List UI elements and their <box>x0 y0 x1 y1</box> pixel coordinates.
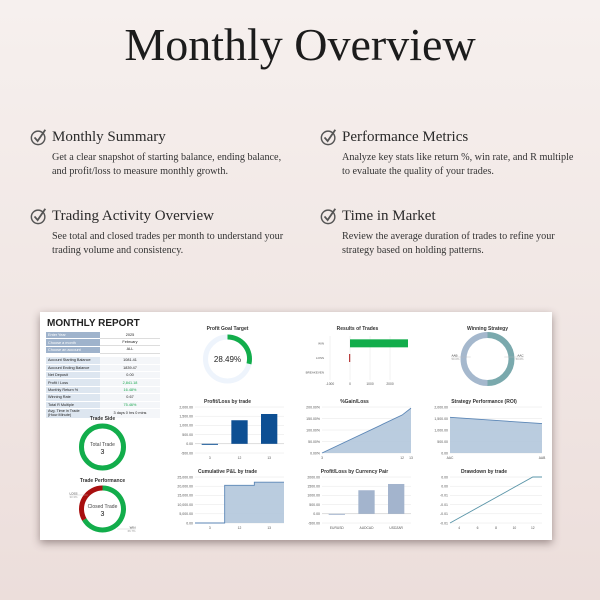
x-tick-label: 13 <box>267 526 272 530</box>
slice-pct: 66.7% <box>127 529 136 533</box>
y-tick-label: 1500.00 <box>307 484 320 489</box>
center-value: 3 <box>100 511 105 518</box>
stat-label: Total R Multiple <box>46 402 100 408</box>
stat-row <box>46 365 160 372</box>
y-tick-label: -0.01 <box>440 521 448 526</box>
y-tick-label: 1,500.00 <box>179 414 193 419</box>
chart-perf <box>45 474 160 538</box>
y-tick-label: 0.00 <box>441 451 448 456</box>
x-tick-label: AAC <box>446 456 454 460</box>
y-tick-label: 0.00% <box>310 451 320 456</box>
stat-label: Profit / Loss <box>46 379 100 385</box>
y-tick-label: 1000.00 <box>307 493 320 498</box>
x-tick-label: 0 <box>349 382 351 386</box>
feature-trading-activity <box>30 207 290 257</box>
stat-row <box>46 394 160 401</box>
area-fill <box>195 482 284 523</box>
center-value: 3 <box>100 449 105 456</box>
bar-eurusd <box>329 514 345 515</box>
check-circle-icon <box>30 128 48 146</box>
bar-12 <box>231 420 247 444</box>
y-tick-label: 10,000.00 <box>177 502 193 507</box>
center-label: Total Trade <box>90 442 115 448</box>
y-tick-label: 2,000.00 <box>179 405 193 410</box>
x-tick-label: AAB <box>538 456 546 460</box>
select-value[interactable]: 2025 <box>100 332 160 339</box>
category-label: BREAKEVEN <box>305 370 324 375</box>
chart-title: %Gain/Loss <box>340 399 369 405</box>
chart-goal <box>170 322 285 390</box>
x-tick-label: EURUSD <box>329 526 344 530</box>
chart-title: Trade Performance <box>79 478 126 484</box>
x-tick-label: 3 <box>321 456 323 460</box>
chart-title: Profit/Loss by trade <box>204 399 251 405</box>
y-tick-label: 2,000.00 <box>434 405 448 410</box>
check-circle-icon <box>320 207 338 225</box>
y-tick-label: 1,000.00 <box>179 423 193 428</box>
select-label: Enter Year <box>46 332 100 338</box>
stat-row <box>46 357 160 364</box>
bar-3 <box>202 444 218 445</box>
check-circle-icon <box>30 207 48 225</box>
stat-row <box>46 387 160 394</box>
chart-title: Cumulative P&L by trade <box>197 469 258 475</box>
y-tick-label: 25,000.00 <box>177 475 193 480</box>
slice-label: AAB <box>451 353 458 358</box>
y-tick-label: 200.00% <box>306 405 320 410</box>
feature-text: Review the average duration of trades to refine your strategy based on holding patterns. <box>342 231 555 256</box>
y-tick-label: 2000.00 <box>307 475 320 480</box>
select-label: Choose an account <box>46 347 100 353</box>
slice-aab <box>464 335 488 383</box>
x-tick-label: 8 <box>495 526 497 530</box>
chart-title: Results of Trades <box>336 326 379 332</box>
chart-drawdown <box>420 465 548 533</box>
chart-results <box>290 322 425 390</box>
x-tick-label: AUDCAD <box>359 526 374 530</box>
category-label: LOSS <box>315 356 324 360</box>
y-tick-label: -0.01 <box>440 493 448 498</box>
select-value[interactable]: February <box>100 339 160 346</box>
chart-title: Trade Side <box>89 416 116 422</box>
y-tick-label: 500.00 <box>182 432 193 437</box>
page-title: Monthly Overview <box>124 19 476 70</box>
chart-pair <box>292 465 417 533</box>
y-tick-label: 500.00 <box>309 502 320 507</box>
stat-value: 16.48% <box>100 387 160 393</box>
bar-win <box>350 339 408 347</box>
category-label: WIN <box>318 341 324 346</box>
chart-title: Drawdown by trade <box>460 469 508 475</box>
series-line <box>450 477 542 523</box>
y-tick-label: 0.00 <box>441 484 448 489</box>
chart-pl_trade <box>165 395 290 463</box>
stat-value: 0.67 <box>100 394 160 400</box>
x-tick-label: USDZAR <box>389 526 403 530</box>
stat-value: 1839.47 <box>100 365 160 371</box>
feature-time-in-market <box>320 207 580 257</box>
y-tick-label: 0.00 <box>441 475 448 480</box>
x-tick-label: 1000 <box>366 382 374 386</box>
feature-heading: Time in Market <box>342 208 436 224</box>
chart-title: Profit/Loss by Currency Pair <box>320 469 389 475</box>
chart-title: Strategy Performance (ROI) <box>451 399 517 405</box>
feature-heading: Trading Activity Overview <box>52 208 214 224</box>
select-label: Choose a month <box>46 339 100 345</box>
y-tick-label: 0.00 <box>186 442 193 447</box>
x-tick-label: -1000 <box>325 382 335 386</box>
stat-label: Avg. Time in Trade (Hour:Minute) <box>46 409 100 418</box>
slice-pct: 50.0% <box>451 357 460 361</box>
slice-pct: 33.3% <box>69 495 78 499</box>
y-tick-label: 100.00% <box>306 428 320 433</box>
account-select[interactable] <box>46 347 160 354</box>
y-tick-label: 0.00 <box>186 521 193 526</box>
feature-text: See total and closed trades per month to understand your trading volume and consistency. <box>52 231 284 256</box>
stat-value: 3 days 0 hrs 0 mins <box>100 409 160 418</box>
y-tick-label: 1,500.00 <box>434 416 448 421</box>
chart-strategy <box>430 322 545 390</box>
slice-label: LOSS <box>69 491 78 496</box>
y-tick-label: -0.01 <box>440 512 448 517</box>
y-tick-label: 20,000.00 <box>177 484 193 489</box>
bar-loss <box>349 354 350 362</box>
chart-cum <box>165 465 290 533</box>
feature-heading: Monthly Summary <box>52 129 166 145</box>
feature-heading: Performance Metrics <box>342 129 469 145</box>
chart-gain <box>292 395 417 463</box>
report-title: MONTHLY REPORT <box>47 318 140 329</box>
feature-monthly-summary <box>30 128 290 178</box>
slice-label: WIN <box>129 525 136 530</box>
y-tick-label: 500.00 <box>437 439 448 444</box>
x-tick-label: 13 <box>267 456 272 460</box>
stat-label: Monthly Return % <box>46 387 100 393</box>
stat-row <box>46 372 160 379</box>
stat-value: 75.46% <box>100 402 160 408</box>
x-tick-label: 6 <box>476 526 479 530</box>
y-tick-label: -500.00 <box>308 521 320 526</box>
stat-row <box>46 402 160 409</box>
x-tick-label: 2000 <box>386 382 394 386</box>
y-tick-label: 150.00% <box>306 416 320 421</box>
slice-aac <box>488 335 512 383</box>
y-tick-label: -500.00 <box>181 451 193 456</box>
stat-label: Account Starting Balance <box>46 357 100 363</box>
bar-audcad <box>358 490 374 514</box>
select-value[interactable]: ALL <box>100 346 160 353</box>
y-tick-label: 15,000.00 <box>177 493 193 498</box>
chart-title: Profit Goal Target <box>206 326 249 332</box>
bar-13 <box>261 414 277 444</box>
stat-label: Account Ending Balance <box>46 365 100 371</box>
stat-value: 1081.41 <box>100 357 160 363</box>
y-tick-label: 1,000.00 <box>434 428 448 433</box>
stat-row <box>46 379 160 386</box>
stat-label: Winning Rate <box>46 394 100 400</box>
x-tick-label: 12 <box>237 526 242 530</box>
slice-label: AAC <box>517 353 524 358</box>
report-table <box>46 332 160 419</box>
feature-performance-metrics <box>320 128 580 178</box>
bar-usdzar <box>388 484 404 514</box>
slice-pct: 50.0% <box>515 357 524 361</box>
y-tick-label: 5,000.00 <box>179 512 193 517</box>
stat-label: Net Deposit <box>46 372 100 378</box>
x-tick-label: 4 <box>458 526 461 530</box>
x-tick-label: 12 <box>237 456 242 460</box>
x-tick-label: 13 <box>409 456 413 460</box>
chart-side <box>45 412 160 474</box>
chart-title: Winning Strategy <box>466 326 509 332</box>
check-circle-icon <box>320 128 338 146</box>
y-tick-label: 50.00% <box>308 439 320 444</box>
goal-percent: 28.49% <box>213 355 242 364</box>
x-tick-label: 10 <box>512 526 517 530</box>
x-tick-label: 3 <box>208 456 211 460</box>
chart-roi <box>420 395 548 463</box>
x-tick-label: 3 <box>208 526 211 530</box>
x-tick-label: 12 <box>400 456 404 460</box>
stat-value: 0.00 <box>100 372 160 378</box>
y-tick-label: 0.00 <box>313 512 320 517</box>
stat-value: 2,841.18 <box>100 379 160 385</box>
feature-text: Analyze key stats like return %, win rate, and R multiple to evaluate the quality of your trades. <box>342 152 574 177</box>
x-tick-label: 12 <box>530 526 535 530</box>
center-label: Closed Trade <box>87 504 118 510</box>
y-tick-label: -0.01 <box>440 502 448 507</box>
feature-text: Get a clear snapshot of starting balance, ending balance, and profit/loss to measure monthly growth. <box>52 152 282 177</box>
